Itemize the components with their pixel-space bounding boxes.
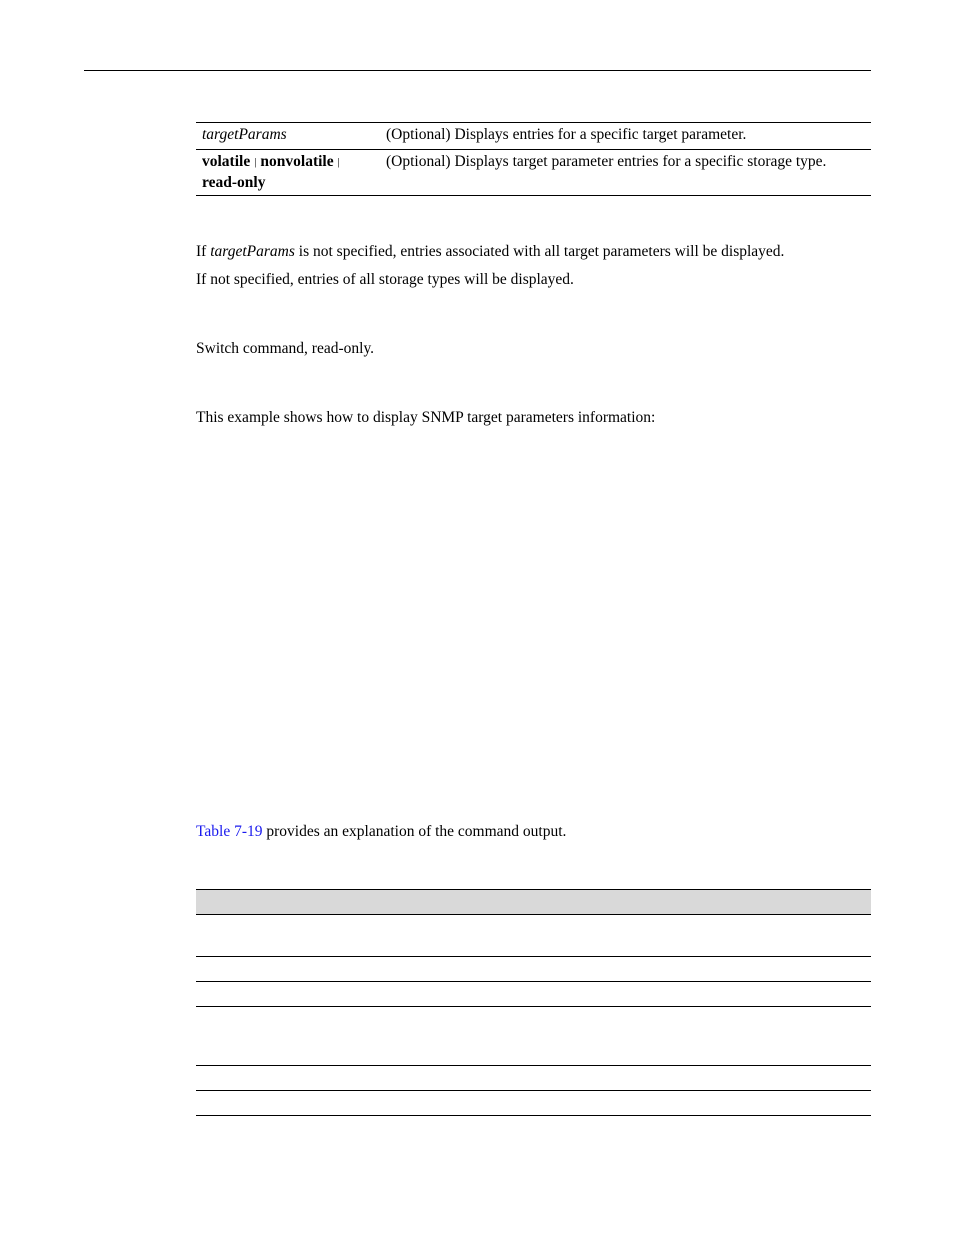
table-row: [196, 915, 871, 957]
output-reference: [196, 822, 566, 841]
param-option-read-only: read-only: [202, 174, 266, 191]
parameter-table: [196, 122, 871, 196]
table-row: [196, 150, 871, 196]
param-option-nonvolatile: nonvolatile: [260, 153, 334, 170]
param-description: (Optional) Displays entries for a specific target parameter.: [380, 123, 871, 150]
table-row: [196, 123, 871, 150]
table-header: [196, 889, 871, 915]
table-row: [196, 982, 871, 1007]
text: If: [196, 243, 211, 260]
table-row: [196, 1007, 871, 1066]
header-rule: [84, 70, 871, 71]
table-row: [196, 1066, 871, 1091]
param-description: (Optional) Displays target parameter entries for a specific storage type.: [380, 150, 871, 196]
param-option-volatile: volatile: [202, 153, 251, 170]
mode-text: Switch command, read-only.: [196, 340, 375, 357]
output-table: [196, 889, 871, 1116]
defaults-line-2: If not specified, entries of all storage types will be displayed.: [196, 271, 574, 288]
param-ref: targetParams: [210, 243, 295, 260]
table-link[interactable]: Table 7-19: [196, 823, 263, 840]
text: is not specified, entries associated with all target parameters will be displayed.: [294, 243, 785, 260]
separator: |: [254, 156, 257, 168]
table-row: [196, 1091, 871, 1116]
example-intro: This example shows how to display SNMP target parameters information:: [196, 409, 656, 426]
param-name: [196, 150, 380, 196]
defaults-line-1: [196, 242, 784, 261]
text: provides an explanation of the command output.: [262, 823, 567, 840]
separator: |: [337, 156, 340, 168]
table-row: [196, 957, 871, 982]
param-name: targetParams: [196, 123, 380, 150]
